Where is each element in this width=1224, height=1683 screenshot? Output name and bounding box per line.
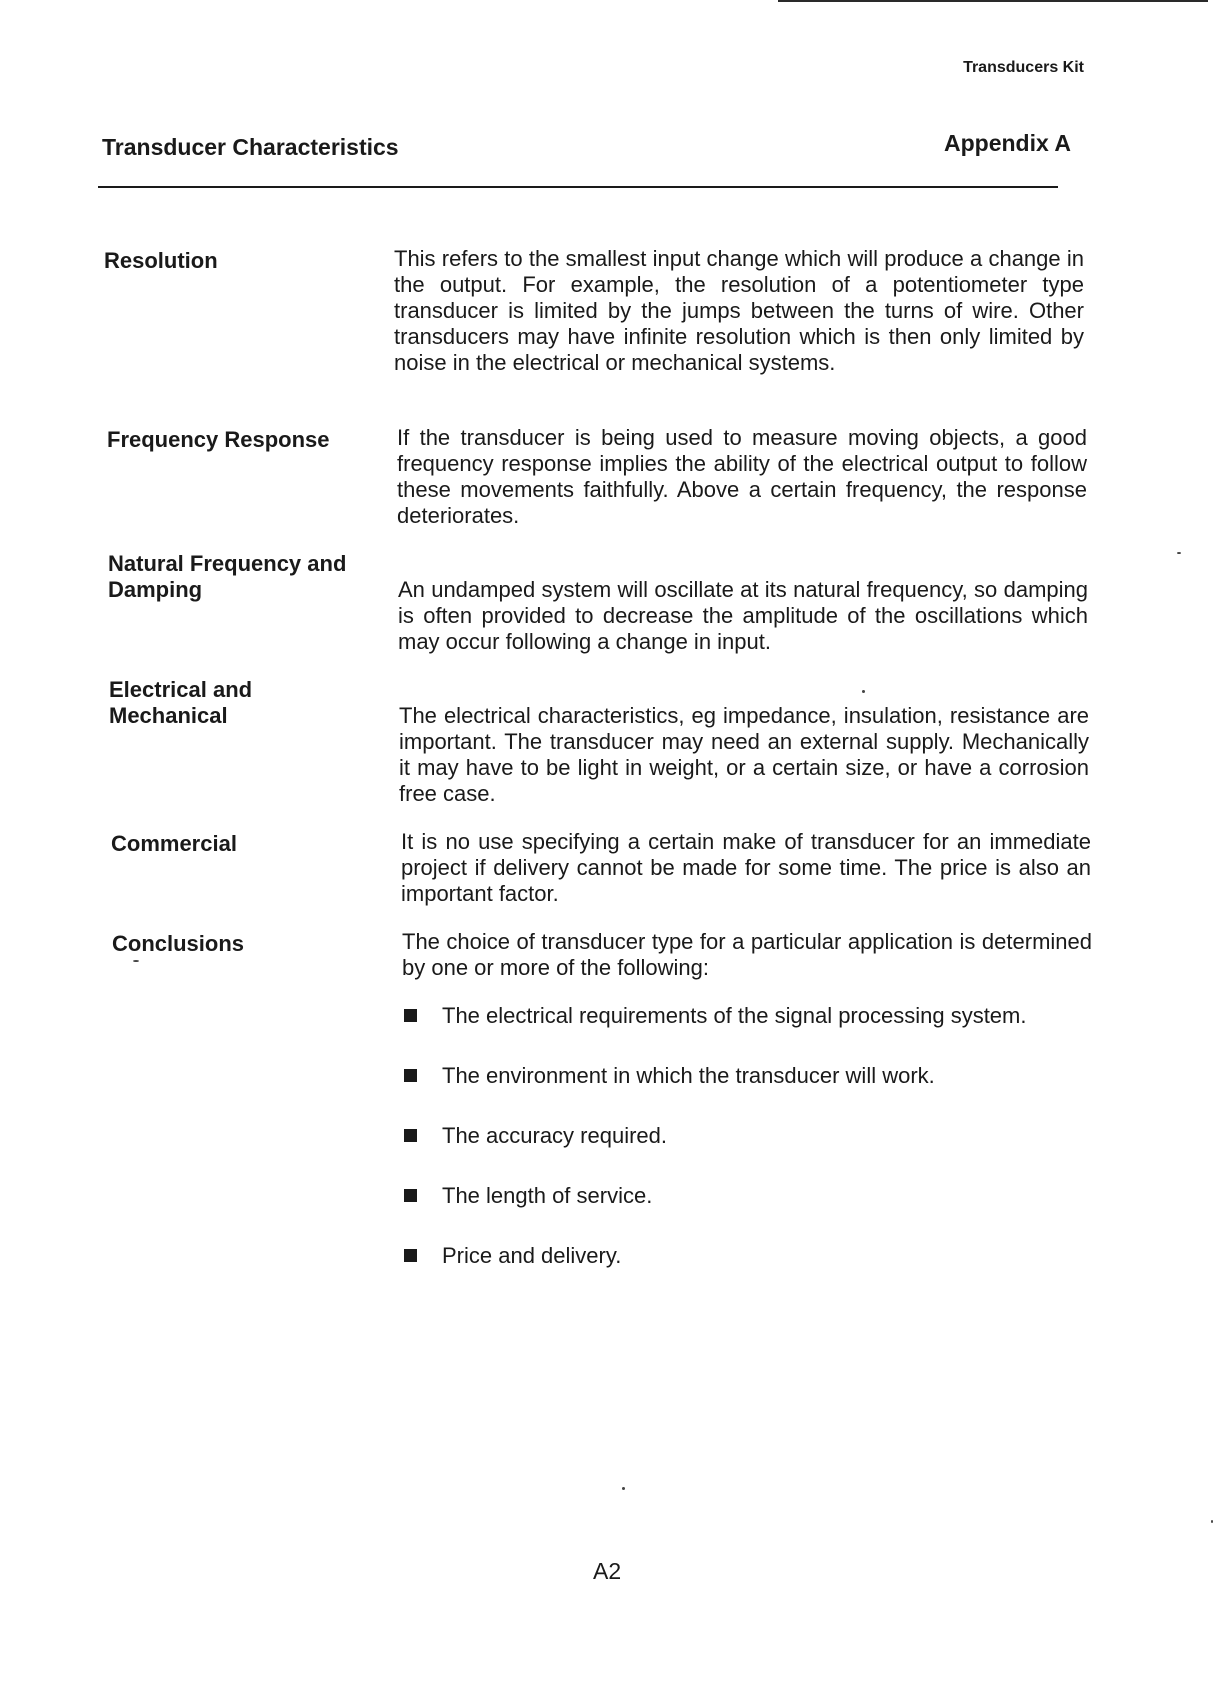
header-divider [98,186,1058,188]
scan-speck [622,1487,625,1490]
entry-description: If the transducer is being used to measure moving objects, a good frequency response implies the ability of the electrical output to follow these movements faithfully. Above a certain frequency, the response deteriorates. [397,425,1087,528]
square-bullet-icon [404,1129,417,1142]
entry-description: The choice of transducer type for a particular application is determined by one or more of the following: [402,929,1092,980]
entry-description: This refers to the smallest input change which will produce a change in the output. For example, the resolution of a potentiometer type transducer is limited by the jumps between the turns of wire. Other transducers may have infinite resolution which is then only limited by noise in the electrical or mechanical systems. [394,246,1084,375]
bullet-text: The environment in which the transducer will work. [442,1063,935,1088]
entry-description: An undamped system will oscillate at its natural frequency, so damping is often provided to decrease the amplitude of the oscillations which may occur following a change in input. [398,577,1088,654]
bullet-text: The length of service. [442,1183,653,1208]
kit-label: Transducers Kit [963,59,1084,76]
entry-description: The electrical characteristics, eg impedance, insulation, resistance are important. The transducer may need an external supply. Mechanically it may have to be light in weight, or a certain size, or have a corrosion free case. [399,703,1089,806]
bullet-text: The electrical requirements of the signal processing system. [442,1003,1027,1028]
entry-term: Electrical and Mechanical [109,677,253,728]
entry-term: Commercial [111,831,237,856]
entry-term: Natural Frequency and Damping [108,551,347,602]
square-bullet-icon [404,1009,417,1022]
page-number: A2 [593,1558,622,1584]
entry-term: Conclusions [112,931,245,956]
scan-speck [1177,552,1181,554]
scan-speck [133,960,139,962]
square-bullet-icon [404,1249,417,1262]
top-edge-rule [778,0,1208,2]
square-bullet-icon [404,1189,417,1202]
entry-description: It is no use specifying a certain make of transducer for an immediate project if delivery cannot be made for some time. The price is also an important factor. [401,829,1091,906]
entry-term: Resolution [104,248,218,273]
scan-speck [1211,1520,1213,1523]
entry-term: Frequency Response [107,427,330,452]
scan-speck [862,690,865,693]
square-bullet-icon [404,1069,417,1082]
page-title: Transducer Characteristics [102,134,399,160]
appendix-label: Appendix A [944,130,1071,156]
bullet-text: The accuracy required. [442,1123,667,1148]
bullet-text: Price and delivery. [442,1243,622,1268]
